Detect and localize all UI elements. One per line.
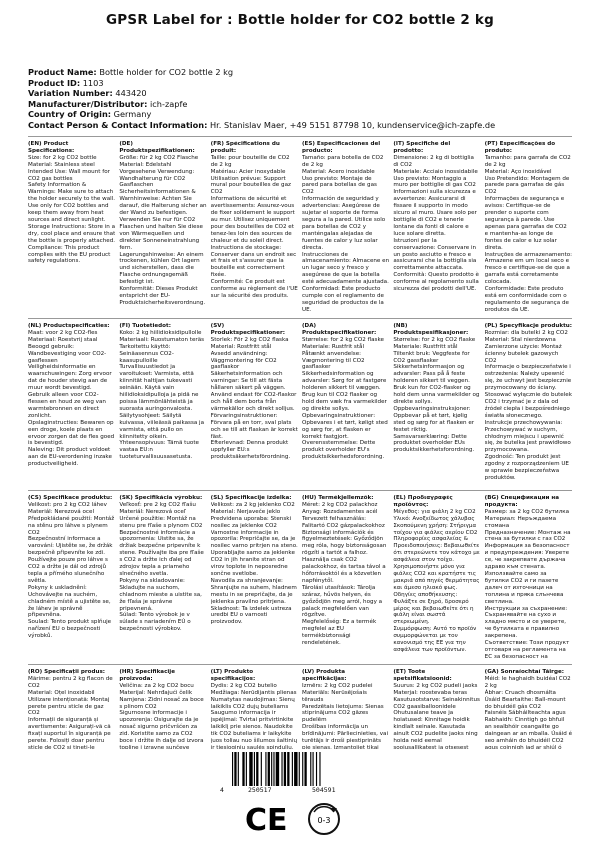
spec-paragraph: Conformidad: Este producto cumple con el reglamento de seguridad de productos de la UE. [302,286,384,311]
spec-paragraph: Matériau: Acier inoxydable [210,168,286,175]
spec-paragraph: Предназначение: Монтаж на стена за бутилки с газ CO2 [484,529,571,543]
spec-paragraph: Předpokládané použití: Montáž na stěnu pro láhve s plynem CO2 [28,515,115,536]
spec-paragraph: Vorgesehene Verwendung: Wandhalterung für CO2 Gasflaschen [119,168,195,189]
spec-paragraph: Storlek: För 2 kg CO2 flaska [210,336,289,343]
spec-paragraph: Suurus: 2 kg CO2 pudeli jaoks [393,682,478,689]
spec-paragraph: Sikkerhetsinformasjon og advarsler: Pass på å feste holderen sikkert til veggen. Bruk kun for CO2-flasker og hold dem unna varmekilder og direkte sollys. [393,364,480,405]
spec-paragraph: Velikost: za 2 kg jeklenko CO2 [210,501,295,508]
spec-paragraph: Saugumo informacija ir įspėjimai: Tvirtai pritvirtinkite laikiklį prie sienos. Naudokite tik CO2 buteliams ir laikykite juos toliau nuo šilumos šaltinių ir tiesioginių saulės spindulių. [210,710,298,749]
spec-paragraph: Velikost: pro 2 kg CO2 láhev [28,501,107,508]
spec-paragraph: Uso previsto: Montaggio a muro per bottiglie di gas CO2 [393,175,476,189]
spec-paragraph: Compliance: This product complies with the EU product safety regulations. [28,244,111,265]
spec-block [28,141,115,311]
spec-paragraph: Istruzioni per la conservazione: Conservare in un posto asciutto e fresco e assicurarsi che la bottiglia sia correttamente attaccata. [393,237,477,272]
divider [28,490,572,491]
spec-paragraph: Tamanho: para garrafa de CO2 de 2 kg [484,154,571,168]
spec-paragraph: Materiale: Rustfritt stål [393,343,458,350]
spec-paragraph: Ohutusalane teave ja hoiatused: Kinnitage hoidik kindlalt seinale. Kasutada ainult CO2 pudelite jaoks ning hoida neid eemal soojusallikatest ja otsesest [393,710,478,749]
spec-paragraph: Faisnéis Sábháilteachta agus Rabhaidh: Cinntigh go bhfuil an sealbhóir ceangailte go daingean ar an mballa. Úsáid é seo amháin do bhuidéil CO2 agus coinnigh iad ar shiúl ó [484,710,572,749]
spec-paragraph: Conformidade: Este produto está em conformidade com o regulamento de segurança de produtos da UE. [484,286,569,311]
spec-paragraph: Pokyny na skladovanie: Skladujte na suchom, chladnom mieste a uistite sa, že fľaša je správne pripevnená. [119,577,202,612]
spec-paragraph: Material: Aço inoxidável [484,168,552,175]
spec-grid-row-1 [28,141,572,311]
spec-block [211,495,298,660]
spec-grid-row-4 [28,669,572,749]
spec-paragraph: Materiale: Acciaio inossidabile [393,168,478,175]
spec-paragraph: Información de seguridad y advertencias: Asegúrese de sujetar el soporte de forma segura a la pared. Utilice solo para botellas de CO2 y manténgalas alejadas de fuentes de calor y luz solar directa. [302,196,386,251]
spec-paragraph: Förvaringsinstruktioner: Förvara på en torr, sval plats och se till att flaskan är korrekt fäst. [210,412,298,440]
barcode-digit-left: 4 [220,786,224,794]
spec-paragraph: Megfelelőség: Ez a termék megfelel az EU termékbiztonsági rendeletének. [302,619,377,647]
spec-paragraph: Tarkoitettu käyttö: Seinäasennus CO2-kaasupulloille [119,343,174,364]
spec-block-heading: (HR) Specifikacije proizvoda: [119,669,176,682]
spec-grid-row-2 [28,323,572,488]
spec-paragraph: Размер: за 2 kg CO2 бутилка [484,508,570,515]
spec-paragraph: Veiligheidsinformatie en waarschuwingen: Zorg ervoor dat de houder stevig aan de muur wordt bevestigd. Gebruik alleen voor CO2-flessen en houd ze weg van warmtebronnen en direct zonlicht. [28,364,112,419]
spec-block [28,323,115,488]
spec-paragraph: Méid: le haghaidh buidéal CO2 2 kg [484,675,571,689]
spec-block-heading: (BG) Спецификации на продукта: [484,495,560,508]
spec-paragraph: Overensstemmelse: Dette produkt overholder EU's produktsikkerhedsforordning. [302,440,385,461]
spec-block-heading: (LT) Produkto specifikacijos: [210,669,256,682]
info-key: Manufacturer/Distributor: [28,98,148,109]
recycling-icon [309,804,339,834]
spec-block-heading: (IT) Specifiche del prodotto: [393,141,451,154]
spec-block [211,669,298,749]
spec-block-heading: (NL) Productspecificaties: [28,323,110,329]
spec-paragraph: Avsedd användning: Väggmontering för CO2 gasflaskor [210,350,277,371]
spec-block [119,323,206,488]
spec-paragraph: Sicherheitsinformationen & Warnhinweise: Achten Sie darauf, die Halterung sicher an der Wand zu befestigen. Verwenden Sie nur für CO2 Flaschen und halten Sie diese von Wärmequellen und direkter Sonneneinstrahlung fern. [119,189,207,251]
spec-paragraph: Veličina: za 2 kg CO2 bocu [119,682,194,689]
spec-paragraph: Instrukcje przechowywania: Przechowywać w suchym, chłodnym miejscu i upewnić się, że butelka jest prawidłowo przymocowana. [484,419,571,454]
spec-block [302,669,389,749]
spec-paragraph: Μέγεθος: για φιάλη 2 kg CO2 [393,508,476,515]
spec-paragraph: Sigurnosne informacije i upozorenja: Osigurajte da je nosač sigurno pričvršćen za zid. Koristite samo za CO2 boce i držite ih dalje od izvora topline i izravne sunčeve [119,710,204,749]
spec-paragraph: Utilisation prévue: Support mural pour bouteilles de gaz CO2 [210,175,291,196]
ce-mark-icon [245,803,288,838]
info-key: Variation Number: [28,88,113,99]
spec-paragraph: Zamierzone użycie: Montaż ścienny butelek gazowych CO2 [484,343,562,364]
spec-paragraph: Určené použitie: Montáž na stenu pre fľaše s plynom CO2 [119,515,203,529]
spec-paragraph: Material: Rostfritt stål [210,343,272,350]
spec-paragraph: Uso previsto: Montaje de pared para botellas de gas CO2 [302,175,377,196]
spec-paragraph: Säilytysohjeet: Säilytä kuivassa, viileässä paikassa ja varmista, että pullo on kiinnitetty oikein. [119,412,205,440]
spec-paragraph: Συμμόρφωση: Αυτό το προϊόν συμμορφώνεται με τον κανονισμό της ΕΕ για την ασφάλεια των προϊόντων. [393,626,477,653]
spec-block [302,141,389,311]
divider [28,318,572,319]
spec-paragraph: Dydis: 2 kg CO2 butelio [210,682,277,689]
spec-paragraph: Material: Oțel inoxidabil [28,689,95,696]
spec-block-heading: (NB) Produktspesifikasjoner: [393,323,469,336]
spec-paragraph: Οδηγίες αποθήκευσης: Φυλάξτε σε ξηρό, δροσερό μέρος και βεβαιωθείτε ότι η φιάλη είναι σωστά στερεωμένη. [393,591,474,626]
spec-paragraph: Opbevaringsinstruktioner: Opbevares i et tørt, køligt sted og sørg for, at flasken er korrekt fastgjort. [302,412,388,440]
spec-block-heading: (ET) Toote spetsifikatsioonid: [393,669,452,682]
spec-paragraph: Predvidena uporaba: Stenski nosilec za jeklenke CO2 [210,515,292,529]
divider [28,664,572,665]
spec-paragraph: Størrelse: for 2 kg CO2 flaske [393,336,476,343]
spec-paragraph: Navodila za shranjevanje: Shranjujte na suhem, hladnem mestu in se prepričajte, da je jeklenka pravilno pritrjena. [210,577,297,605]
spec-paragraph: Materijal: Nehrđajući čelik [119,689,193,696]
spec-paragraph: Pokyny k uskladnění: Uchovávejte na suchém, chladném místě a ujistěte se, že láhev je správně připevněna. [28,584,111,619]
spec-block-heading: (CS) Specifikace produktu: [28,495,113,501]
spec-block [28,495,115,660]
spec-paragraph: Съответствие: Този продукт отговаря на регламента на ЕС за безопасност на [484,640,570,660]
info-row [28,120,588,131]
compliance-marks [0,794,600,844]
spec-paragraph: Materiāls: Nerūsējošais tērauds [302,689,367,703]
spec-block [393,669,480,749]
info-value: ich-zapfe [150,98,188,109]
spec-block-heading: (SV) Produktspecifikationer: [210,323,285,336]
spec-paragraph: Material: Acero inoxidable [302,168,375,175]
info-value: Bottle holder for CO2 bottle 2 kg [99,67,234,77]
info-value: 1103 [82,77,104,88]
spec-paragraph: Skladnost: Ta izdelek ustreza uredbi EU o varnosti proizvodov. [210,605,292,626]
spec-block-heading: (PT) Especificações do produto: [484,141,556,154]
spec-block [485,323,572,488]
spec-paragraph: Numatytas naudojimas: Sienų laikiklis CO2 dujų buteliams [210,696,295,710]
info-key: Product Name: [28,67,97,77]
spec-paragraph: Zgodność: Ten produkt jest zgodny z rozporządzeniem UE w sprawie bezpieczeństwa produktów. [484,454,569,481]
spec-paragraph: Materiaal: Roestvrij staal [28,336,98,343]
info-key: Country of Origin: [28,109,112,120]
spec-paragraph: Rozmiar: dla butelki 2 kg CO2 [484,329,568,336]
spec-paragraph: Conformité: Ce produit est conforme au règlement de l'UE sur la sécurité des produits. [210,279,298,299]
spec-paragraph: Materiál: Nerezová oceľ [119,508,186,515]
spec-paragraph: Súlad: Tento výrobok je v súlade s nariadením EÚ o bezpečnosti výrobkov. [119,612,191,633]
spec-block [393,495,480,660]
spec-paragraph: Opslaginstructies: Bewaren op een droge, koele plaats en ervoor zorgen dat de fles goed is bevestigd. [28,419,115,447]
spec-paragraph: Материал: Неръждаема стомана [484,515,557,529]
spec-paragraph: Konformität: Dieses Produkt entspricht der EU-Produktsicherheitsverordnung. [119,286,206,306]
spec-paragraph: Drošības informācija un brīdinājumi: Pārliecinieties, vai turētājs ir droši piestiprināts pie sienas. Izmantojiet tikai [302,724,389,749]
spec-block-heading: (FI) Tuotetiedot: [119,323,171,329]
spec-paragraph: Uso Pretendido: Montagem de parede para garrafas de gás CO2 [484,175,570,196]
info-key: Contact Person & Contact Information: [28,119,208,130]
spec-block [302,323,389,488]
spec-paragraph: Bezpečnostní informace a varování: Ujistěte se, že držák bezpečně připevníte ke zdi. Používejte pouze pro láhve s CO2 a držte je dál od zdrojů tepla a přímého slunečního světla. [28,536,113,584]
spec-paragraph: Conformità: Questo prodotto è conforme al regolamento sulla sicurezza dei prodotti dell'UE. [393,272,479,293]
spec-paragraph: Size: for 2 kg CO2 bottle [28,154,97,161]
spec-grid-row-3 [28,495,572,660]
spec-block-heading: (GA) Sonraíochtaí Táirge: [484,669,564,675]
spec-paragraph: Materiaali: Ruostumaton teräs [119,336,205,343]
info-row [28,78,588,89]
ean-barcode [220,752,370,794]
spec-paragraph: Tamaño: para botella de CO2 de 2 kg [302,154,384,168]
spec-paragraph: Bezpečnostné informácie a upozornenia: Uistite sa, že držiak bezpečne pripevníte k stene. Používajte iba pre fľaše s CO2 a držte ich ďalej od zdrojov tepla a priameho slnečného svetla. [119,529,204,577]
spec-paragraph: Инструкции за съхранение: Съхранявайте на сухо и хладно място и се уверете, че бутилката е правилно закрепена. [484,605,568,640]
info-row [28,88,588,99]
spec-block [28,669,115,749]
spec-paragraph: Πληροφορίες ασφαλείας & Προειδοποιήσεις: Βεβαιωθείτε ότι στερεώνετε τον κάτοχο με ασφάλεια στον τοίχο. Χρησιμοποιήστε μόνο για φιάλες CO2 και κρατήστε τις μακριά από πηγές θερμότητας και άμεσο ηλιακό φως. [393,536,480,591]
spec-paragraph: Σκοπούμενη χρήση: Στήριγμα τοίχου για φιάλες αερίου CO2 [393,522,478,536]
info-row [28,109,588,120]
spec-block-heading: (DA) Produktspecifikationer: [302,323,377,336]
spec-paragraph: Informazioni sulla sicurezza e avvertenze: Assicurarsi di fissare il supporto in modo sicuro al muro. Usare solo per bottiglie di CO2 e tenerle lontane da fonti di calore e luce solare diretta. [393,189,477,237]
page-title: GPSR Label for : Bottle holder for CO2 bottle 2 kg [106,12,494,28]
spec-paragraph: Yhteensopivuus: Tämä tuote vastaa EU:n tuoteturvallisuusasetusta. [119,440,199,461]
spec-paragraph: Lagerungshinweise: An einem trockenen, kühlen Ort lagern und sicherstellen, dass die Flasche ordnungsgemäß befestigt ist. [119,251,204,286]
info-value: 443420 [115,88,147,99]
spec-block-heading: (LV) Produkta specifikācijas: [302,669,347,682]
spec-paragraph: Υλικό: Ανοξείδωτος χάλυβας [393,515,475,522]
spec-paragraph: Medžiaga: Nerūdijantis plienas [210,689,297,696]
spec-paragraph: Turvallisuustiedot ja varoitukset: Varmista, että kiinnität haltijan tukevasti seinään. Käytä vain hiilidioksidipulloja ja pidä ne poissa lämmönlähteistä ja suorasta auringonvalosta. [119,364,199,412]
spec-paragraph: Tervezett felhasználás: Falitartó CO2 gázpalackokhoz [302,515,385,529]
spec-paragraph: Materjal: roostevaba teras [393,689,468,696]
barcode-digits-right: 504591 [312,786,336,794]
spec-block-heading: (HU) Termékjellemzők: [302,495,374,501]
spec-paragraph: Informations de sécurité et avertissements: Assurez-vous de fixer solidement le support au mur. Utilisez uniquement pour des bouteilles de CO2 et tenez-les loin des sources de chaleur et du soleil direct. [210,196,295,244]
spec-block [119,669,206,749]
spec-paragraph: Storage Instructions: Store in a dry, cool place and ensure that the bottle is properly attached. [28,223,116,244]
spec-block-heading: (EN) Product Specifications: [28,141,75,154]
spec-paragraph: Material: Edelstahl [119,161,172,168]
spec-paragraph: Maat: voor 2 kg CO2-fles [28,329,98,336]
spec-paragraph: Ábhar: Cruach dhosmálta [484,689,556,696]
spec-block [211,323,298,488]
spec-block-heading: (RO) Specificații produs: [28,669,106,675]
info-row [28,99,588,110]
spec-paragraph: Tiltenkt bruk: Veggfeste for CO2 gassflasker [393,350,470,364]
spec-block [485,669,572,749]
info-row [28,67,588,78]
spec-paragraph: Samsvarserklæring: Dette produktet overholder EUs produktsikkerhetsforordning. [393,433,475,454]
spec-paragraph: Størrelse: for 2 kg CO2 flaske [302,336,384,343]
spec-paragraph: Oppbevaringsinstruksjoner: Oppbevar på et tørt, kjølig sted og sørg for at flasken er festet riktig. [393,405,475,433]
spec-block [393,141,480,311]
spec-paragraph: Materiał: Stal nierdzewna [484,336,556,343]
spec-paragraph: Sikkerhedsinformation og advarsler: Sørg for at fastgøre holderen sikkert til væggen. Brug kun til CO2 flasker og hold dem væk fra varmekilder og direkte sollys. [302,371,387,412]
product-info [28,67,588,131]
spec-paragraph: Utilizare intenționată: Montaj perete pentru sticle de gaz CO2 [28,696,110,717]
spec-paragraph: Tárolási utasítások: Tárolja száraz, hűvös helyen, és győződjön meg arról, hogy a palack megfelelően van rögzítve. [302,584,383,619]
info-value: Hr. Stanislav Maer, +49 5151 87798 10, kundenservice@ich-zapfe.de [210,119,496,130]
spec-paragraph: Biztonsági információk és figyelmeztetések: Győződjön meg róla, hogy biztonságosan rögzíti a tartót a falhoz. Használja csak CO2 palackokhoz, és tartsa távol a hőforrásoktól és a közvetlen napfénytől. [302,529,387,584]
spec-paragraph: Efterlevnad: Denna produkt uppfyller EU:s produktsäkerhetsförordning. [210,440,291,461]
divider [28,136,572,137]
barcode-bars [230,752,360,786]
spec-paragraph: Påtænkt anvendelse: Vægmontering til CO2 gasflasker [302,350,365,371]
spec-paragraph: Instruções de armazenamento: Armazene em um local seco e fresco e certifique-se de que a garrafa está corretamente colocada. [484,251,572,286]
spec-paragraph: Varnostne informacije in opozorila: Prepričajte se, da je nosilec varno pritrjen na steno. Uporabljajte samo za jeklenke CO2 in jih hranite stran od virov toplote in neposredne sončne svetlobe. [210,529,298,577]
spec-block [211,141,298,311]
svg-text:CE: CE [245,803,288,838]
info-value: Germany [113,109,152,120]
spec-paragraph: Materiál: Nerezová ocel [28,508,94,515]
spec-paragraph: Informații de siguranță și avertismente: Asigurați-vă că fixați suportul în siguranță pe perete. Folosiți doar pentru sticle de CO2 și țineți-le [28,717,111,749]
spec-paragraph: Koko: 2 kg hiilidioksidipullolle [119,329,202,336]
spec-paragraph: Soulad: Tento produkt splňuje nařízení EU o bezpečnosti výrobků. [28,619,112,640]
spec-block-heading: (ES) Especificaciones del producto: [302,141,381,154]
spec-block [393,323,480,488]
spec-paragraph: Информация за безопасност и предупреждения: Уверете се, че закрепвате държача здраво към стената. Използвайте само за бутилки CO2 и ги пазете далеч от източници на топлина и пряка слънчева светлина. [484,543,570,605]
spec-paragraph: Úsáid Beartaithe: Ball-mount do bhuidéil gás CO2 [484,696,566,710]
spec-paragraph: Instrucciones de almacenamiento: Almacene en un lugar seco y fresco y asegúrese de que la botella esté adecuadamente ajustada. [302,251,390,286]
spec-paragraph: Mărime: pentru 2 kg flacon de CO2 [28,675,113,689]
spec-paragraph: Informacje o bezpieczeństwie i ostrzeżenia: Należy upewnić się, że uchwyt jest bezpiecznie przymocowany do ściany. Stosować wyłącznie do butelek CO2 i trzymać je z dala od źródeł ciepła i bezpośredniego światła słonecznego. [484,364,572,419]
spec-paragraph: Größe: für 2 kg CO2 Flasche [119,154,199,161]
spec-paragraph: Säkerhetsinformation och varningar: Se till att fästa hållaren säkert på väggen. Använd endast för CO2-flaskor och håll dem borta från värmekällor och direkt solljus. [210,371,297,412]
spec-paragraph: Kasutusotstarve: Seinakinnitus CO2 gaasiballoonidele [393,696,480,710]
spec-block [485,495,572,660]
spec-block-heading: (PL) Specyfikacje produktu: [484,323,572,329]
spec-block [119,141,206,311]
spec-paragraph: Informações de segurança e avisos: Certifique-se de prender o suporte com segurança à parede. Use apenas para garrafas de CO2 e mantenha-as longe de fontes de calor e luz solar direta. [484,196,567,251]
spec-block [302,495,389,660]
marks-svg [0,794,600,844]
spec-paragraph: Méret: 2 kg CO2 palackhoz [302,501,378,508]
barcode-digits-mid: 250517 [248,786,272,794]
spec-paragraph: Izmērs: 2 kg CO2 pudelei [302,682,373,689]
spec-paragraph: Naleving: Dit product voldoet aan de EU-verordening inzake productveiligheid. [28,447,112,468]
spec-block-heading: (SK) Špecifikácia výrobku: [119,495,203,501]
spec-paragraph: Dimensione: 2 kg di bottiglia di CO2 [393,154,474,168]
spec-paragraph: Instructions de stockage: Conserver dans un endroit sec et frais et s'assurer que la bouteille est correctement fixée. [210,244,297,279]
spec-paragraph: Material: Stainless steel [28,161,95,168]
spec-paragraph: Paredzētais lietojums: Sienas stiprinājums CO2 gāzes pudelēm [302,703,384,724]
spec-paragraph: Safety Information & Warnings: Make sure to attach the holder securely to the wall. Use only for CO2 bottles and keep them away from heat sources and direct sunlight. [28,182,116,223]
spec-block-heading: (FR) Spécifications du produit: [210,141,280,154]
spec-paragraph: Material: Nerjaveče jeklo [210,508,281,515]
svg-text:0-3: 0-3 [317,816,331,825]
spec-paragraph: Namjena: Zidni nosač za boce s plinom CO2 [119,696,204,710]
spec-block [485,141,572,311]
spec-block [119,495,206,660]
spec-paragraph: Anyag: Rozsdamentes acél [302,508,378,515]
spec-paragraph: Materiale: Rustfrit stål [302,343,365,350]
spec-paragraph: Veľkosť: pre 2 kg CO2 fľašu [119,501,196,508]
info-key: Product ID: [28,77,81,88]
spec-block-heading: (SL) Specifikacije izdelka: [210,495,292,501]
spec-paragraph: Taille: pour bouteille de CO2 de 2 kg [210,154,290,168]
spec-paragraph: Beoogd gebruik: Wandbevestiging voor CO2-gasflessen [28,343,107,364]
spec-block-heading: (EL) Προδιαγραφές προϊόντος: [393,495,453,508]
spec-block-heading: (DE) Produktspezifikationen: [119,141,195,154]
spec-paragraph: Intended Use: Wall mount for CO2 gas bottles [28,168,110,182]
